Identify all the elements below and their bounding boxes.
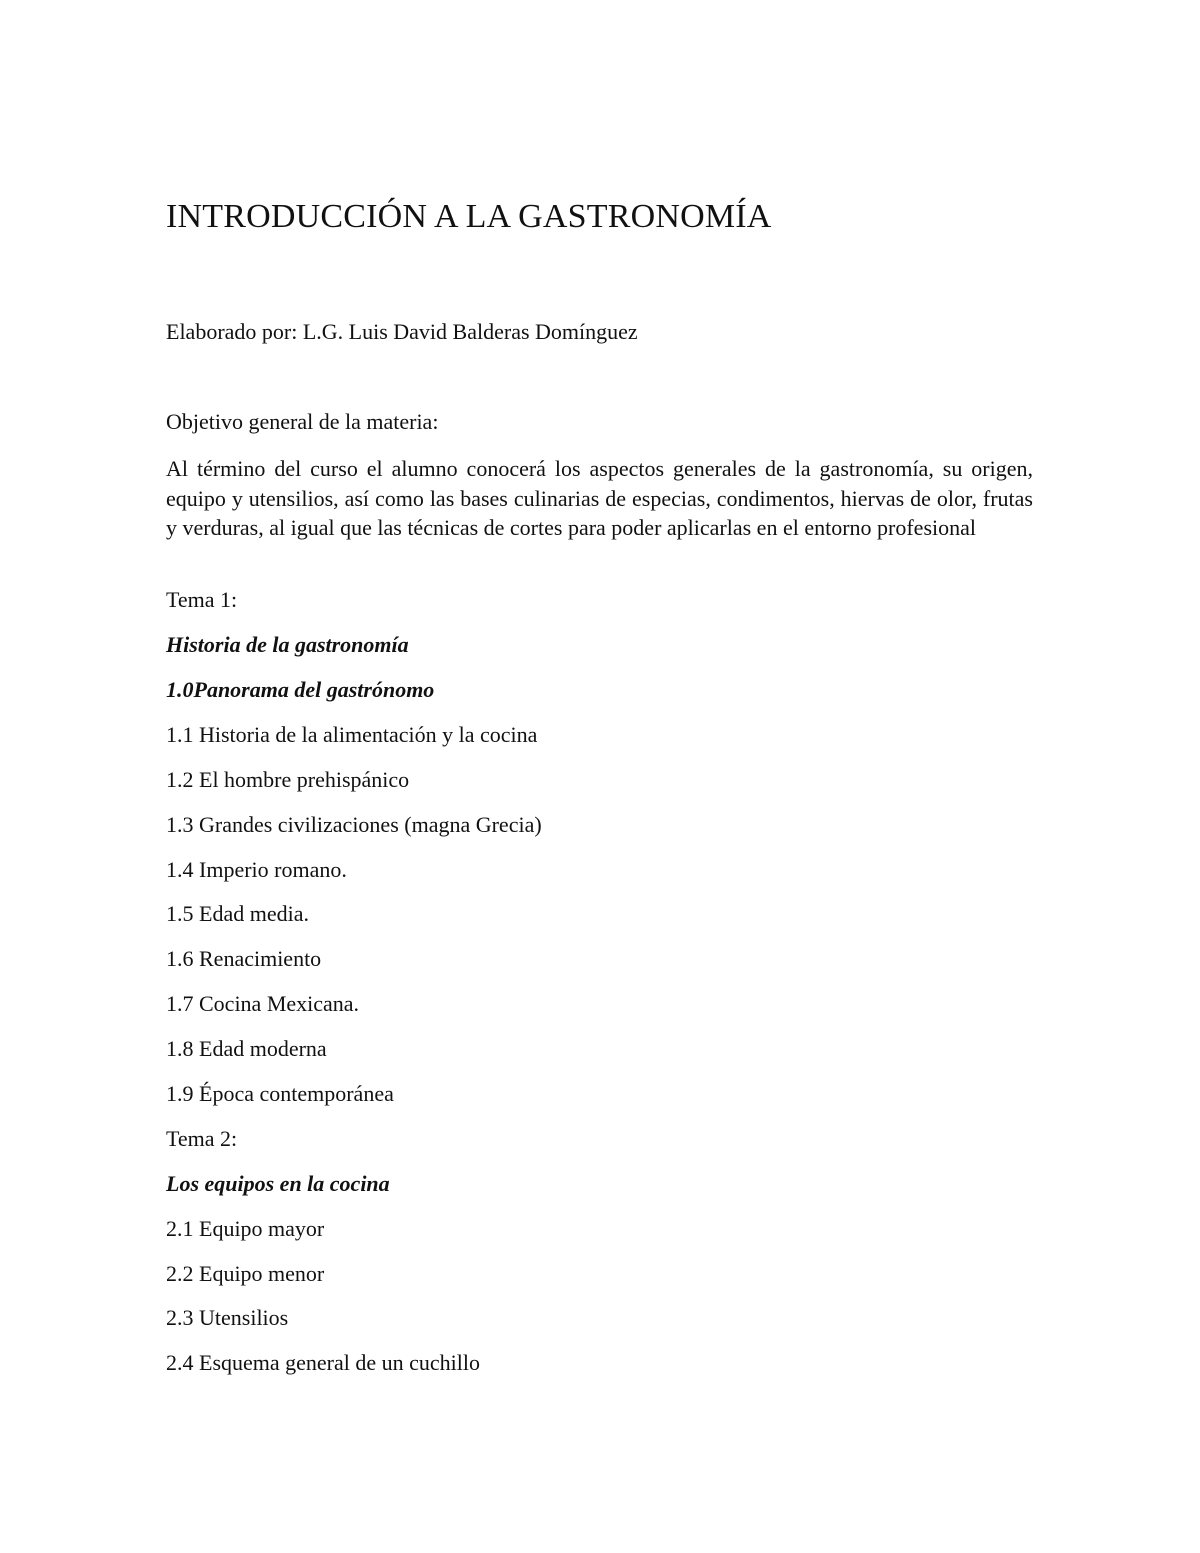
topic1-item: 1.1 Historia de la alimentación y la cocina xyxy=(166,722,538,747)
topic1-item: 1.7 Cocina Mexicana. xyxy=(166,991,360,1016)
topic1-label: Tema 1: xyxy=(166,587,238,612)
topic1-item: 1.6 Renacimiento xyxy=(166,946,322,971)
topic2-item: 2.1 Equipo mayor xyxy=(166,1216,325,1241)
topic2-item: 2.2 Equipo menor xyxy=(166,1261,325,1286)
topic1-item: 1.4 Imperio romano. xyxy=(166,857,347,882)
topic1-item: 1.3 Grandes civilizaciones (magna Grecia) xyxy=(166,812,542,837)
objective-heading: Objetivo general de la materia: xyxy=(166,409,439,434)
author-line: Elaborado por: L.G. Luis David Balderas Domínguez xyxy=(166,319,638,344)
topic1-item: 1.8 Edad moderna xyxy=(166,1036,327,1061)
topic2-item: 2.3 Utensilios xyxy=(166,1305,289,1330)
topic1-item: 1.9 Época contemporánea xyxy=(166,1081,394,1106)
topic2-label: Tema 2: xyxy=(166,1126,238,1151)
topic2-item: 2.4 Esquema general de un cuchillo xyxy=(166,1350,481,1375)
topic1-item: 1.5 Edad media. xyxy=(166,901,309,926)
topic1-subheading: 1.0Panorama del gastrónomo xyxy=(166,677,435,702)
objective-body: Al término del curso el alumno conocerá los aspectos generales de la gastronomía, su origen, equipo y utensilios, así como las bases culinarias de especias, condimentos, hiervas de olor, frutas y verduras, al igual que las técnicas de cortes para poder aplicarlas en el entorno profesional xyxy=(166,456,1033,540)
topic1-item: 1.2 El hombre prehispánico xyxy=(166,767,410,792)
topic2-heading: Los equipos en la cocina xyxy=(166,1171,390,1196)
document-title: INTRODUCCIÓN A LA GASTRONOMÍA xyxy=(166,198,772,235)
topic1-heading: Historia de la gastronomía xyxy=(166,632,409,657)
